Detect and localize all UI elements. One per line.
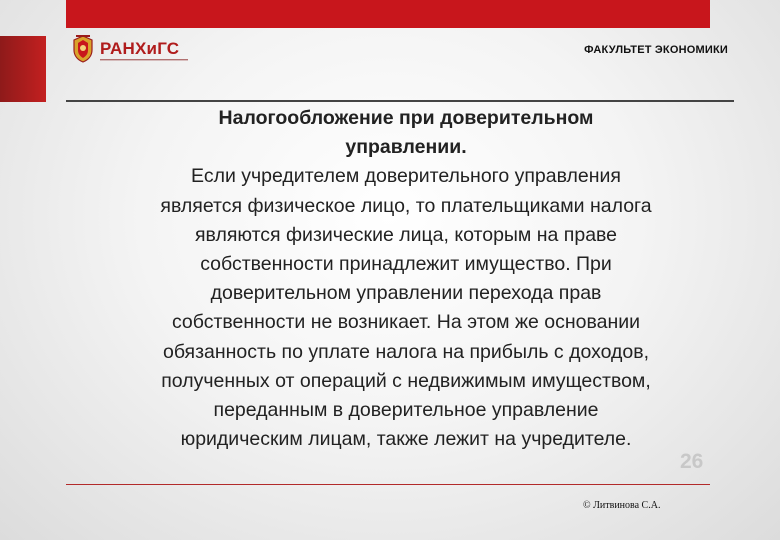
- top-accent-bar: [66, 0, 710, 28]
- logo-text: РАНХиГС: [100, 39, 180, 58]
- footer-divider: [66, 484, 710, 485]
- title-line: управлении.: [345, 136, 467, 159]
- body-line: является физическое лицо, то плательщиками налога: [160, 194, 652, 217]
- body-line: собственности принадлежит имущество. При: [200, 253, 612, 276]
- body-line: собственности не возникает. На этом же основании: [171, 311, 641, 334]
- page-number: 26: [680, 450, 704, 473]
- slide-body: [95, 162, 717, 454]
- body-line: обязанность по уплате налога на прибыль с доходов,: [162, 340, 650, 363]
- body-line: юридическим лицам, также лежит на учредителе.: [180, 428, 632, 451]
- body-line: доверительном управлении перехода прав: [210, 282, 602, 305]
- slide-content: [95, 104, 717, 454]
- header-divider: [66, 100, 734, 102]
- body-line: Если учредителем доверительного управления: [191, 165, 621, 188]
- body-line: переданным в доверительное управление: [213, 399, 599, 422]
- title-line: Налогообложение при доверительном: [218, 107, 594, 129]
- copyright-text: © Литвинова С.А.: [583, 500, 661, 511]
- slide-title: [95, 104, 717, 162]
- body-line: полученных от операций с недвижимым имуществом,: [161, 369, 651, 392]
- side-accent-bar: [0, 36, 46, 102]
- body-line: являются физические лица, которым на праве: [194, 223, 618, 246]
- logo-tagline-graphic: [100, 57, 190, 63]
- faculty-label: ФАКУЛЬТЕТ ЭКОНОМИКИ: [584, 44, 728, 56]
- ranepa-emblem-icon: [70, 34, 96, 64]
- logo: [70, 34, 179, 64]
